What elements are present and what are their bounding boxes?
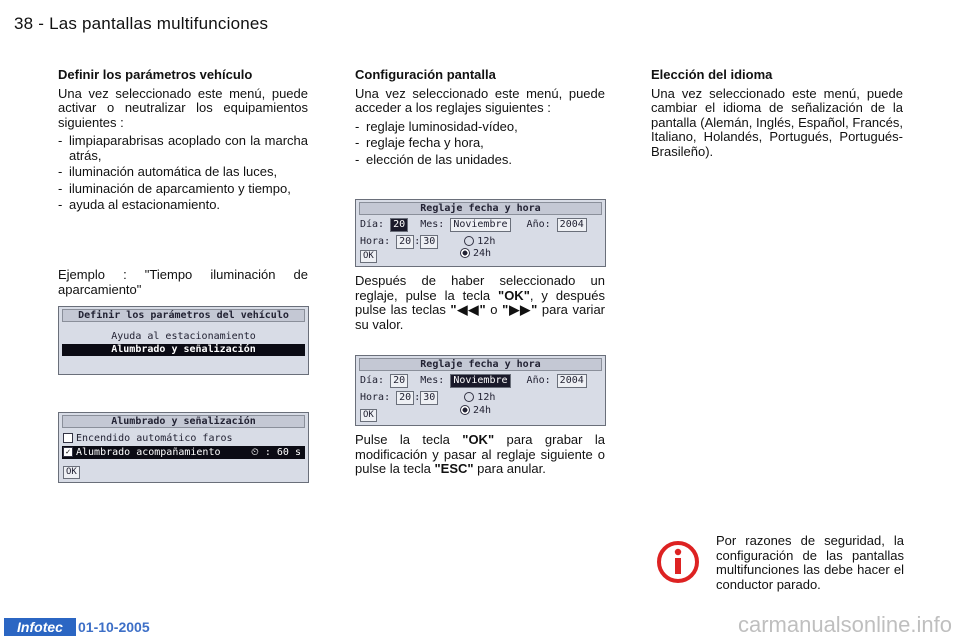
day-field: 20: [390, 218, 408, 232]
month-field-selected: Noviembre: [450, 374, 510, 388]
list-item: - iluminación de aparcamiento y tiempo,: [58, 180, 291, 196]
menu-item-parking-aid: Ayuda al estacionamiento: [111, 331, 256, 342]
year-field: 2004: [557, 374, 587, 388]
list-item: - reglaje luminosidad-vídeo,: [355, 118, 518, 134]
minute-field: 30: [420, 235, 438, 249]
page-title: Las pantallas multifunciones: [49, 14, 269, 33]
radio-12h-icon: [464, 236, 474, 246]
ok-button-icon: OK: [360, 250, 377, 263]
footer-date: 01-10-2005: [78, 619, 150, 635]
instructions-save: Pulse la tecla "OK" para grabar la modificación y pasar al reglaje siguiente o pulse la tecla "ESC" para anular.: [355, 432, 605, 476]
month-field: Noviembre: [450, 218, 510, 232]
page-header: [14, 14, 268, 34]
section-language: [651, 68, 903, 163]
hour-field: 20: [396, 391, 414, 405]
section-intro: Una vez seleccionado este menú, puede acceder a los reglajes siguientes :: [355, 85, 605, 115]
checkbox-checked-icon: ✓: [63, 447, 73, 457]
radio-24h-icon: [460, 248, 470, 258]
section-title: Definir los parámetros vehículo: [58, 67, 253, 82]
hour-field: 20: [396, 235, 414, 249]
menu-item-lighting-selected: Alumbrado y señalización: [62, 344, 305, 356]
delay-value: 60: [276, 447, 289, 458]
section-body: Una vez seleccionado este menú, puede cambiar el idioma de señalización de la pantalla (Alemán, Inglés, Español, Francés, Italiano, Holandés, Portugués, Portugués-Brasileño).: [651, 85, 903, 159]
info-icon: [656, 540, 700, 584]
watermark: carmanualsonline.info: [737, 612, 952, 637]
safety-note: Por razones de seguridad, la configuración de las pantallas multifunciones las debe hacer el conductor parado.: [716, 533, 904, 592]
section-intro: Una vez seleccionado este menú, puede activar o neutralizar los equipamientos siguientes :: [58, 85, 308, 130]
checkbox-icon: [63, 433, 73, 443]
header-separator: -: [38, 14, 45, 33]
option-auto-headlights: Encendido automático faros: [63, 433, 233, 444]
screen-title: Reglaje fecha y hora: [359, 202, 602, 215]
radio-12h-icon: [464, 392, 474, 402]
ok-button-icon: OK: [360, 409, 377, 422]
section-title: Elección del idioma: [651, 67, 773, 82]
radio-24h-icon: [460, 405, 470, 415]
ok-button-icon: OK: [63, 466, 80, 479]
example-text: Ejemplo : "Tiempo iluminación de aparcamiento": [58, 267, 308, 297]
list-item: - elección de las unidades.: [355, 151, 512, 167]
screen-title: Definir los parámetros del vehículo: [62, 309, 305, 322]
list-item: - ayuda al estacionamiento.: [58, 197, 221, 212]
day-field: 20: [390, 374, 408, 388]
screen-lighting: [58, 412, 309, 483]
screen-vehicle-params: [58, 306, 309, 375]
screen-date-time-2: Reglaje fecha y hora Día: 20 Mes: Noviembre Año: 2004 Hora: 20 : 30 12h 24h OK: [355, 355, 606, 426]
instructions-select: Después de haber seleccionado un reglaje, pulse la tecla "OK", y después pulse las teclas "◀◀" o "▶▶" para variar su valor.: [355, 273, 606, 332]
minute-field: 30: [420, 391, 438, 405]
infotec-logo: Infotec: [4, 618, 76, 636]
screen-date-time-1: Reglaje fecha y hora Día: 20 Mes: Noviembre Año: 2004 Hora: 20 : 30 12h 24h OK: [355, 199, 606, 267]
section-vehicle-parameters: [58, 68, 308, 215]
list-item: - limpiaparabrisas acoplado con la marcha atrás,: [58, 133, 308, 163]
year-field: 2004: [557, 218, 587, 232]
option-follow-me-home-selected: ✓ Alumbrado acompañamiento ⏲ : 60 s: [62, 446, 305, 459]
screen-title: Alumbrado y señalización: [62, 415, 305, 428]
page-number: 38: [14, 14, 34, 33]
list-item: - reglaje fecha y hora,: [355, 135, 484, 150]
section-title: Configuración pantalla: [355, 67, 496, 82]
list-item: - iluminación automática de las luces,: [58, 164, 278, 179]
screen-title: Reglaje fecha y hora: [359, 358, 602, 371]
section-display-config: [355, 68, 605, 169]
